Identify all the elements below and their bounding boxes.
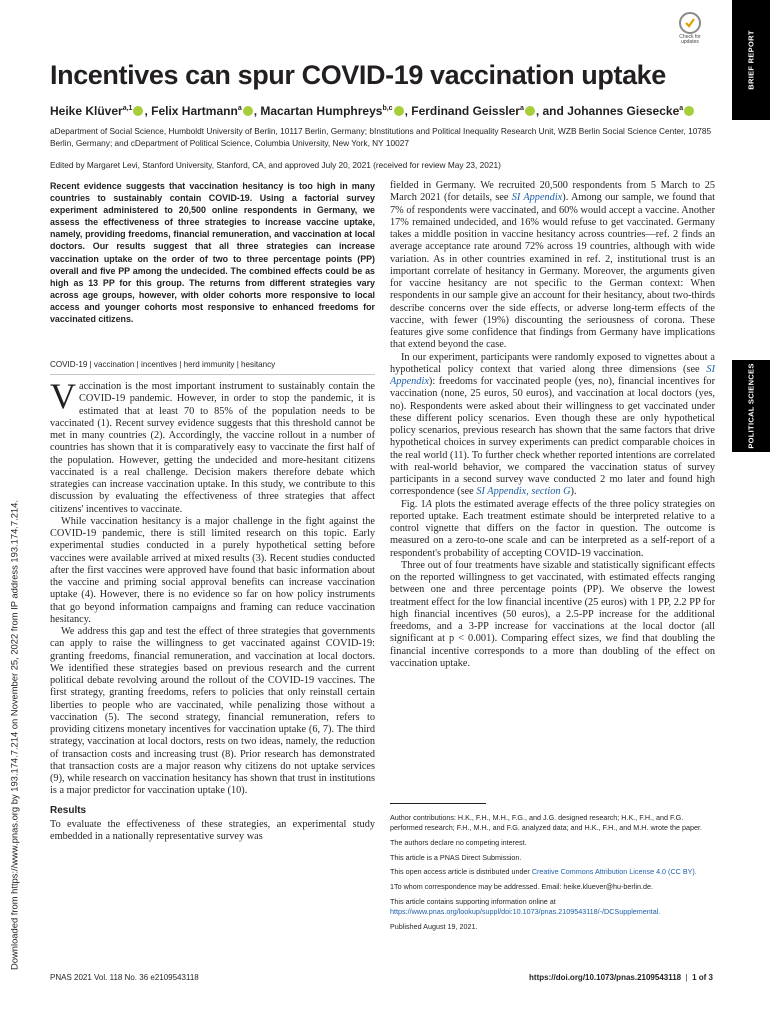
author-affiliation-mark: a bbox=[519, 105, 524, 112]
paragraph-text: accination is the most important instrument to sustainably contain the COVID-19 pandemic. However, in order to stop the pandemic, it is estimated that at least 70 to 85% of the population needs to be vaccinated (1). Recent survey evidence suggests that this threshold cannot be met in many countries (2). Accordingly, the vaccine rollout in a number of countries has shown that it is comparatively easy to vaccinate the first half of the population. However, getting the undecided and more-hesitant citizens vaccinated is a real challenge. Decision makers therefore debate which strategies can increase vaccination uptake. In this study, we contribute to this discussion by evaluating the effectiveness of three strategies that affect citizens' incentives to vaccinate. bbox=[50, 381, 375, 515]
body-left-column bbox=[50, 376, 375, 843]
footnote-text: This open access article is distributed under bbox=[390, 867, 532, 877]
body-right-column bbox=[390, 180, 715, 670]
competing-interest: The authors declare no competing interest. bbox=[390, 837, 527, 847]
author-affiliation-mark: a bbox=[237, 105, 242, 112]
author-affiliation-mark: a,1 bbox=[122, 105, 133, 112]
doi-link[interactable]: https://doi.org/10.1073/pnas.2109543118 bbox=[529, 973, 682, 982]
journal-citation: PNAS 2021 Vol. 118 No. 36 e2109543118 bbox=[50, 973, 199, 982]
footnotes bbox=[390, 813, 715, 936]
open-access-note bbox=[390, 867, 715, 877]
orcid-icon[interactable] bbox=[525, 106, 535, 116]
si-appendix-section-link[interactable]: SI Appendix, section G bbox=[476, 486, 571, 498]
supplemental-link[interactable]: https://www.pnas.org/lookup/suppl/doi:10.1073/pnas.2109543118/-/DCSupplemental. bbox=[390, 906, 661, 916]
divider bbox=[50, 374, 375, 375]
section-tab bbox=[732, 0, 770, 120]
orcid-icon[interactable] bbox=[243, 106, 253, 116]
author-list: Heike Klüver$^{a,1}$ , Felix Hartmann$^a$ , Macartan Humphreys$^{b,c}$ , Ferdinand Geissler$^a$ , and Johannes Giesecke$^a$ bbox=[50, 104, 695, 118]
section-tab-label: BRIEF REPORT bbox=[746, 30, 756, 90]
download-note: Downloaded from https://www.pnas.org by 193.174.7.214 on November 25, 2022 from IP address 193.174.7.214. bbox=[8, 500, 20, 970]
check-for-updates-badge[interactable] bbox=[672, 12, 708, 52]
paragraph: To evaluate the effectiveness of these strategies, an experimental study embedded in a nationally representative survey was bbox=[50, 818, 375, 842]
subject-tab-label: POLITICAL SCIENCES bbox=[746, 363, 756, 449]
paragraph-text: fielded in Germany. We recruited 20,500 respondents from 5 March to 25 March 2021 (for details, see bbox=[390, 180, 715, 204]
edited-by: Edited by Margaret Levi, Stanford University, Stanford, CA, and approved July 20, 2021 (received for review May 23, 2021) bbox=[50, 160, 501, 170]
footnote-text: This article contains supporting information online at bbox=[390, 896, 556, 906]
author-name[interactable]: Ferdinand Geissler bbox=[411, 104, 520, 118]
orcid-icon[interactable] bbox=[394, 106, 404, 116]
article-title: Incentives can spur COVID-19 vaccination uptake bbox=[50, 60, 666, 90]
author-name[interactable]: Johannes Giesecke bbox=[567, 104, 680, 118]
paragraph-text: plots the estimated average effects of the three policy strategies on reported uptake. Each treatment estimate should be interpreted relative to a control vignette that differs on the factor in question. The outcome is measured on a zero-to-one scale and can be interpreted as a self-report of a respondent's probability of accepting COVID-19 vaccination. bbox=[390, 498, 715, 559]
paragraph-text: In our experiment, participants were randomly exposed to vignettes about a hypothetical policy context that varied along three dimensions (see bbox=[390, 351, 715, 375]
paragraph-text: ): freedoms for vaccinated people (yes, no), financial incentives for vaccination (none, 25 euros, 50 euros), and vaccination at local doctors (yes, no). Respondents were asked about their willingness to get vaccinated under these different policy scenarios. Even though these are only hypothetical policy scenarios, previous research has shown that the same factors that drive hypothetical choices in survey experiments can predict comparable choices in the real world (11). To further check whether reported intentions are correlated with real-world behavior, we compared the vaccination status of survey participants in a second survey wave conducted 2 mo later and found high correspondence (see bbox=[390, 376, 715, 498]
author-affiliation-mark: b,c bbox=[382, 105, 393, 112]
paragraph bbox=[390, 180, 715, 352]
author-contributions: Author contributions: H.K., F.H., M.H., F.G., and J.G. designed research; H.K., F.H., and F.G. performed research; F.H., M.H., and F.G. analyzed data; and H.K., F.H., and M.H. wrote the paper. bbox=[390, 813, 702, 833]
affiliations: aDepartment of Social Science, Humboldt University of Berlin, 10117 Berlin, Germany; bInstitutions and Political Inequality Research Unit, WZB Berlin Social Science Center, 10785 Berlin, Germany; and cDepartment of Political Science, Columbia University, New York, NY 10027 bbox=[50, 126, 712, 148]
subject-tab bbox=[732, 360, 770, 452]
published-date: Published August 19, 2021. bbox=[390, 921, 478, 931]
footer-right: https://doi.org/10.1073/pnas.2109543118 | 1 of 3 bbox=[529, 973, 713, 982]
side-tab bbox=[732, 0, 770, 1024]
results-heading: Results bbox=[50, 804, 87, 816]
author-affiliation-mark: a bbox=[679, 105, 684, 112]
orcid-icon[interactable] bbox=[684, 106, 694, 116]
drop-cap: V bbox=[50, 376, 76, 416]
check-updates-icon bbox=[679, 12, 701, 34]
si-appendix-link[interactable]: SI Appendix bbox=[511, 192, 563, 204]
paragraph-text: ). bbox=[570, 486, 577, 498]
author-name[interactable]: Heike Klüver bbox=[50, 104, 123, 118]
check-updates-label: Check for updates bbox=[679, 34, 701, 45]
paragraph bbox=[50, 376, 375, 516]
supporting-info bbox=[390, 897, 715, 917]
paragraph: We address this gap and test the effect of three strategies that governments can apply to raise the willingness to get vaccinated against COVID-19: granting freedoms, financial remuneration, and vaccination at local doctors. We identified these strategies based on previous research and the current political debate revolving around the rollout of the COVID-19 vaccines. The first strategy, granting freedoms, refers to policies that only reinstall certain liberties to people who are vaccinated, while penalizing those without a vaccination (5). The second strategy, financial remuneration, refers to providing citizens monetary incentives for vaccination uptake (6, 7). The third strategy, vaccination at local doctors, rests on two ideas, namely, the reduction of transaction costs and increasing trust (8). Prior research has demonstrated that transaction costs are a major reason why citizens do not uptake services (9), while research on vaccination hesitancy has shown that trust in institutions is a major predictor for vaccination uptake (10). bbox=[50, 626, 375, 797]
correspondence: 1To whom correspondence may be addressed. Email: heike.kluever@hu-berlin.de. bbox=[390, 882, 653, 892]
footnote-divider bbox=[390, 803, 486, 804]
author-name[interactable]: Macartan Humphreys bbox=[260, 104, 383, 118]
figure-panel-ref: A bbox=[425, 498, 432, 510]
figure-ref: Fig. 1 bbox=[401, 498, 426, 510]
license-link[interactable]: Creative Commons Attribution License 4.0 (CC BY). bbox=[531, 867, 697, 877]
direct-submission: This article is a PNAS Direct Submission. bbox=[390, 852, 522, 862]
orcid-icon[interactable] bbox=[133, 106, 143, 116]
paragraph bbox=[390, 352, 715, 499]
page-number: 1 of 3 bbox=[692, 973, 713, 982]
keywords: COVID-19 | vaccination | incentives | herd immunity | hesitancy bbox=[50, 360, 276, 369]
si-appendix-link[interactable]: SI Appendix bbox=[390, 363, 715, 387]
paragraph-text: ). Among our sample, we found that 7% of respondents were vaccinated, and 60% would accept a vaccine. Another 17% remained undecided, and 16% would refuse to get vaccinated. Germany takes a middle position in vaccine hesitancy across countries—ref. 2 finds an average acceptance rate around 72% across 19 countries, although with wide variation. As in other countries examined in ref. 2, institutional trust is an important correlate of hesitancy in Germany. Moreover, the arguments given for vaccine hesitancy are not specific to the German context: When respondents in our sample give an account for their hesitancy, about two-thirds describe concerns over the side effects, or adverse long-term effects of the vaccine, with fewer (19%) discounting the seriousness of corona. These features give some confidence that findings from Germany have implications that extend beyond the case. bbox=[390, 192, 715, 351]
paragraph: Three out of four treatments have sizable and statistically significant effects on the reported willingness to get vaccinated, with estimated effects ranging between one and three percentage points (PP). We observe the lowest treatment effect for the low financial incentive (25 euros) with 1 PP, 2.2 PP for high financial incentives (50 euros), a 2.5-PP increase for the additional freedoms, and a 3-PP increase for vaccinations at the local doctor (all significant at p < 0.001). Comparing effect sizes, we find that doubling the financial incentive corresponds to a more than doubling of the effect on vaccination uptake. bbox=[390, 559, 715, 669]
abstract: Recent evidence suggests that vaccination hesitancy is too high in many countries to sustainably contain COVID-19. Using a factorial survey experiment administered to 20,500 online respondents in Germany, we assess the effectiveness of three strategies to increase vaccine uptake, namely, providing freedoms, financial remuneration, and vaccination at local doctors. Our results suggest that all three strategies can increase vaccination uptake on the order of two to three percentage points (PP) overall and five PP among the undecided. The combined effects could be as high as 13 PP for this group. The returns from different strategies vary across age groups, however, with older cohorts more responsive to local access and younger cohorts most responsive to enhanced freedoms for vaccinated citizens. bbox=[50, 181, 375, 325]
paragraph bbox=[390, 499, 715, 560]
author-name[interactable]: Felix Hartmann bbox=[151, 104, 238, 118]
paragraph: While vaccination hesitancy is a major challenge in the fight against the COVID-19 pandemic, there is still limited research on this topic. Early experimental studies conducted in a purely hypothetical setting before vaccines were available arrived at mixed results (3). Recent studies conducted after the first vaccines were approved have found that basic information about the vaccine and priming social approval benefits can increase vaccination uptake (4). However, there is no evidence so far on how policy instruments that go beyond information campaigns and framing can reduce vaccination hesitancy. bbox=[50, 515, 375, 625]
